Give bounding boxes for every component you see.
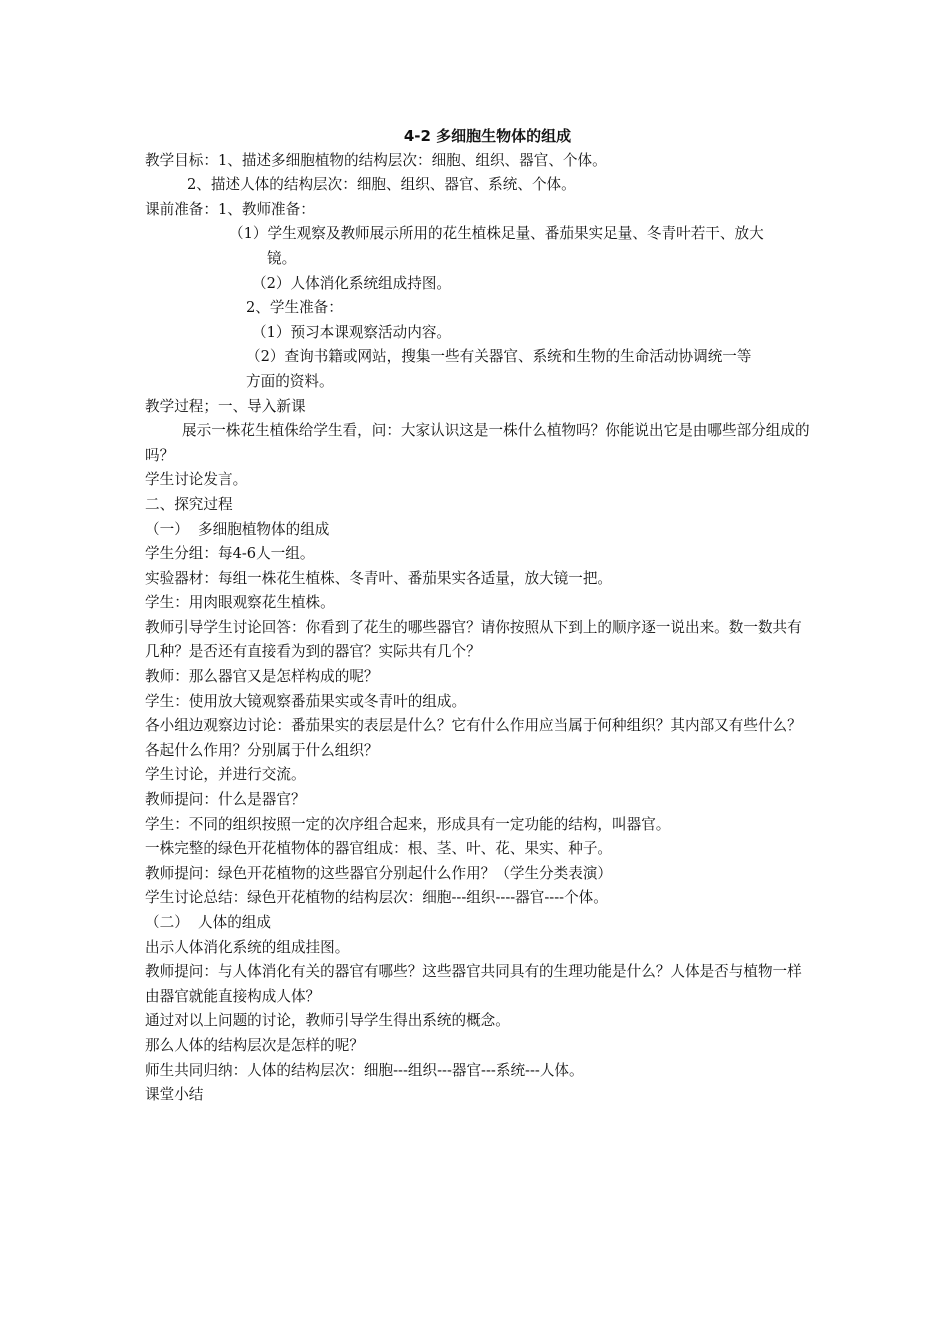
text-line: 师生共同归纳：人体的结构层次：细胞---组织---器官---系统---人体。	[145, 1061, 584, 1079]
text-line: 学生：使用放大镜观察番茄果实或冬青叶的组成。	[145, 692, 467, 710]
text-line: 教师提问：绿色开花植物的这些器官分别起什么作用？（学生分类表演）	[145, 864, 613, 882]
document-body	[145, 124, 810, 1108]
text-line: 一株完整的绿色开花植物体的器官组成：根、茎、叶、花、果实、种子。	[145, 840, 613, 858]
student-preparation-item-2-cont: 方面的资料。	[246, 372, 334, 390]
summary-heading: 课堂小结	[145, 1086, 204, 1104]
text-line: 学生讨论发言。	[145, 471, 248, 489]
section-heading: 二、探究过程	[145, 495, 233, 513]
objective-line-2: 2、描述人体的结构层次：细胞、组织、器官、系统、个体。	[187, 176, 576, 194]
text-paragraph: 教师提问：与人体消化有关的器官有哪些？这些器官共同具有的生理功能是什么？人体是否与植物一样由器官就能直接构成人体？	[145, 963, 802, 1005]
subsection-heading: （一） 多细胞植物体的组成	[145, 520, 330, 538]
intro-paragraph: 展示一株花生植侏给学生看，问：大家认识这是一株什么植物吗？你能说出它是由哪些部分组成的吗？	[145, 422, 810, 464]
text-line: 教师提问：什么是器官？	[145, 791, 306, 809]
preparation-item-2: （2）人体消化系统组成持图。	[252, 274, 452, 292]
text-line: 学生讨论总结：绿色开花植物的结构层次：细胞---组织----器官----个体。	[145, 889, 608, 907]
text-line: 那么人体的结构层次是怎样的呢？	[145, 1036, 364, 1054]
text-line: 学生分组：每4-6人一组。	[145, 545, 315, 563]
objective-line-1: 教学目标：1、描述多细胞植物的结构层次：细胞、组织、器官、个体。	[145, 151, 607, 169]
text-line: 教师：那么器官又是怎样构成的呢？	[145, 668, 379, 686]
preparation-item-1-cont: 镜。	[267, 249, 297, 267]
text-line: 学生：不同的组织按照一定的次序组合起来，形成具有一定功能的结构，叫器官。	[145, 815, 671, 833]
text-line: 通过对以上问题的讨论，教师引导学生得出系统的概念。	[145, 1012, 510, 1030]
document-title: 4-2 多细胞生物体的组成	[403, 127, 572, 145]
preparation-item-1: （1）学生观察及教师展示所用的花生植株足量、番茄果实足量、冬青叶若干、放大	[229, 225, 764, 243]
text-line: 学生：用肉眼观察花生植株。	[145, 594, 335, 612]
text-line: 学生讨论，并进行交流。	[145, 766, 306, 784]
text-paragraph: 各小组边观察边讨论：番茄果实的表层是什么？它有什么作用应当属于何种组织？其内部又有些什么？各起什么作用？分别属于什么组织？	[145, 717, 802, 759]
student-preparation-item-2: （2）查询书籍或网站，搜集一些有关器官、系统和生物的生命活动协调统一等	[246, 348, 752, 366]
student-preparation-heading: 2、学生准备：	[246, 299, 343, 317]
text-paragraph: 教师引导学生讨论回答：你看到了花生的哪些器官？请你按照从下到上的顺序逐一说出来。数一数共有几种？是否还有直接看为到的器官？实际共有几个？	[145, 618, 802, 661]
subsection-heading: （二） 人体的组成	[145, 914, 272, 931]
student-preparation-item-1: （1）预习本课观察活动内容。	[252, 323, 452, 341]
text-line: 实验器材：每组一株花生植株、冬青叶、番茄果实各适量，放大镜一把。	[145, 569, 613, 587]
process-heading: 教学过程；一、导入新课	[145, 397, 306, 415]
text-line: 出示人体消化系统的组成挂图。	[145, 938, 350, 956]
preparation-heading: 课前准备：1、教师准备：	[145, 200, 315, 218]
